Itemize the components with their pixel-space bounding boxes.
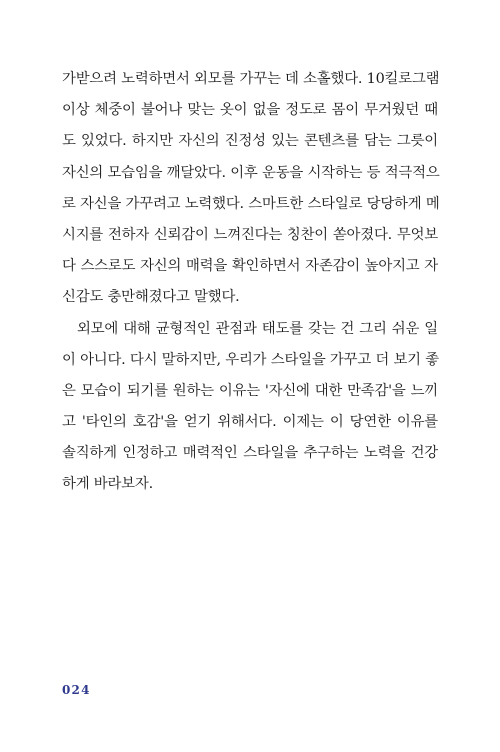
- text-line: 가받으려 노력하면서 외모를 가꾸는 데 소홀했다. 10킬로그램: [62, 71, 440, 87]
- text-line: 로 자신을 가꾸려고 노력했다. 스마트한 스타일로 당당하게 메: [62, 195, 440, 212]
- body-text: [62, 64, 438, 501]
- paragraph-2: [62, 314, 438, 501]
- text-line: 고 '타인의 호감'을 얻기 위해서다. 이제는 이 당연한 이유를: [62, 414, 438, 431]
- text-line: 이 아니다. 다시 말하지만, 우리가 스타일을 가꾸고 더 보기 좋: [62, 351, 439, 368]
- text-line: 솔직하게 인정하고 매력적인 스타일을 추구하는 노력을 건강: [62, 445, 438, 462]
- page-number: 024: [62, 683, 91, 697]
- text-line: 자신의 모습임을 깨달았다. 이후 운동을 시작하는 등 적극적으: [62, 164, 440, 181]
- text-line: 신감도 충만해졌다고 말했다.: [62, 289, 240, 306]
- text-line: 하게 바라보자.: [62, 476, 153, 493]
- text-line: 도 있었다. 하지만 자신의 진정성 있는 콘텐츠를 담는 그릇이: [62, 133, 438, 150]
- text-line: 외모에 대해 균형적인 관점과 태도를 갖는 건 그리 쉬운 일: [77, 320, 438, 337]
- text-line: 시지를 전하자 신뢰감이 느껴진다는 칭찬이 쏟아졌다. 무엇보: [62, 226, 438, 243]
- paragraph-1: [62, 64, 438, 314]
- text-line: 다 스스로도 자신의 매력을 확인하면서 자존감이 높아지고 자: [62, 258, 438, 275]
- text-line: 이상 체중이 불어나 맞는 옷이 없을 정도로 몸이 무거웠던 때: [62, 102, 438, 119]
- text-line: 은 모습이 되기를 원하는 이유는 '자신에 대한 만족감'을 느끼: [62, 382, 438, 399]
